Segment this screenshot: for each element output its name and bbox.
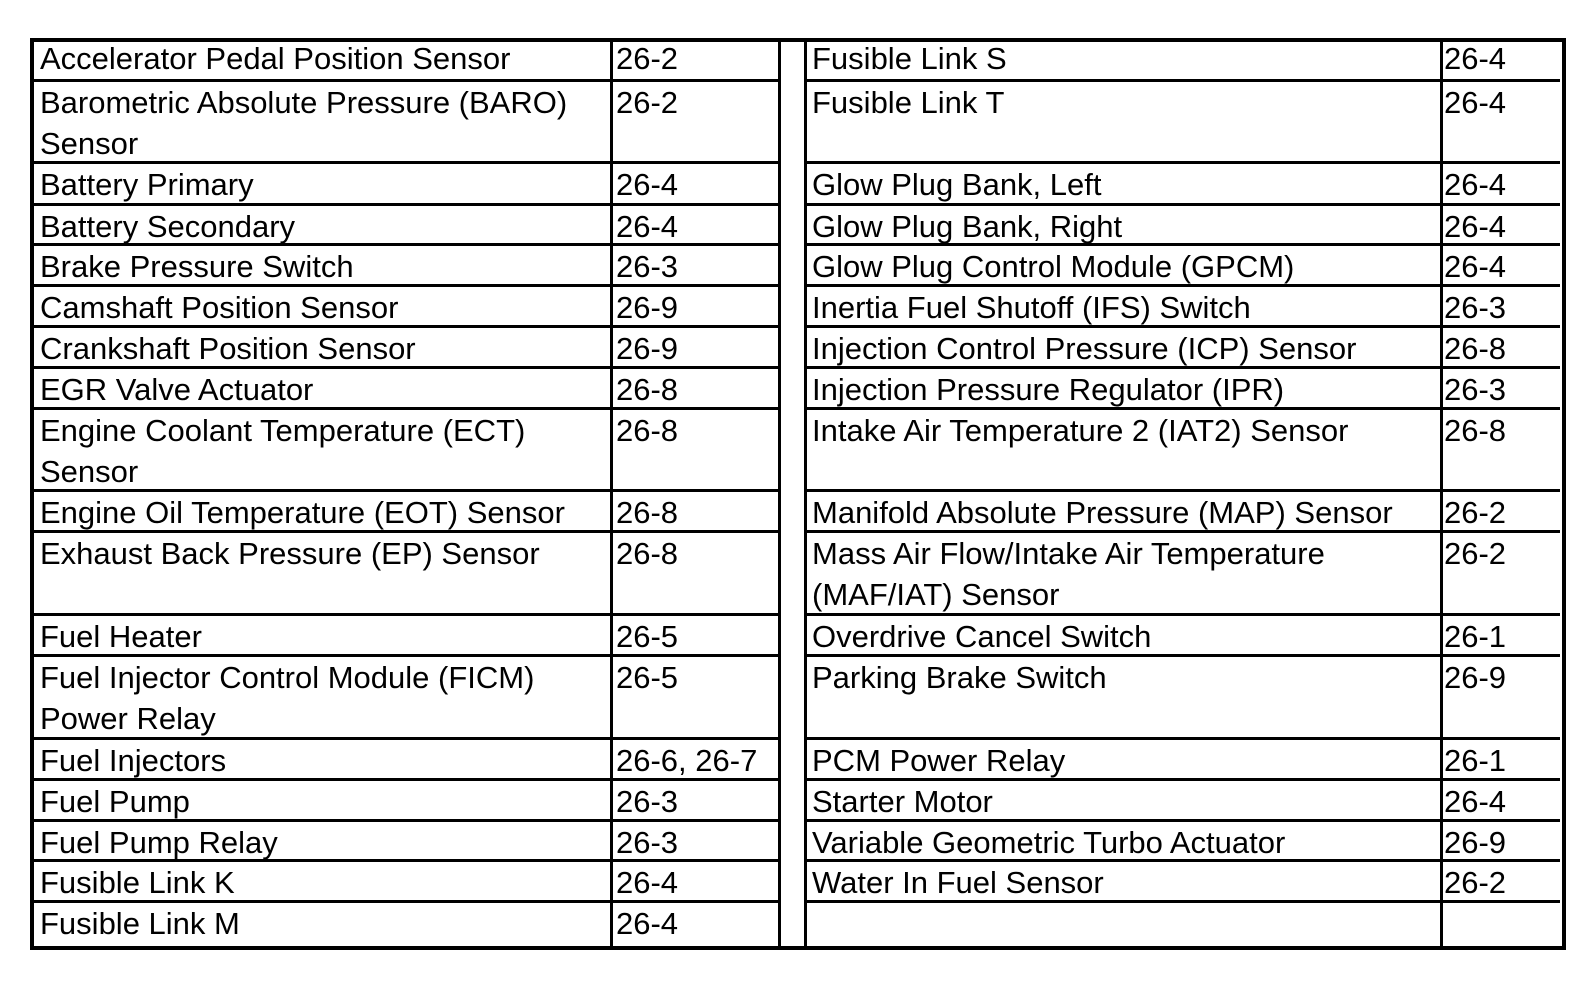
page-reference-cell: 26-6, 26-7 bbox=[616, 743, 758, 778]
table-row bbox=[806, 82, 1560, 164]
table-row bbox=[34, 410, 780, 492]
table-row bbox=[806, 903, 1560, 950]
table-row bbox=[34, 740, 780, 781]
component-name-cell: Injection Pressure Regulator (IPR) bbox=[812, 372, 1285, 407]
page-reference-cell: 26-8 bbox=[1444, 413, 1507, 448]
page-reference-cell: 26-4 bbox=[1444, 167, 1507, 202]
page-reference-cell: 26-2 bbox=[616, 41, 679, 76]
component-name-cell: Crankshaft Position Sensor bbox=[40, 331, 416, 366]
page-reference-cell: 26-4 bbox=[616, 906, 679, 941]
component-name-cell: Exhaust Back Pressure (EP) Sensor bbox=[40, 536, 540, 571]
table-row bbox=[806, 616, 1560, 657]
table-row bbox=[34, 781, 780, 822]
table-row bbox=[34, 82, 780, 164]
center-divider-left bbox=[778, 38, 781, 950]
component-name-cell: Fuel Pump Relay bbox=[40, 825, 278, 860]
table-row bbox=[806, 369, 1560, 410]
page-reference-cell: 26-1 bbox=[1444, 743, 1507, 778]
table-row bbox=[806, 862, 1560, 903]
page-reference-cell: 26-8 bbox=[616, 413, 679, 448]
component-name-cell: Inertia Fuel Shutoff (IFS) Switch bbox=[812, 290, 1251, 325]
table-row bbox=[806, 781, 1560, 822]
page-reference-cell: 26-3 bbox=[616, 249, 679, 284]
page-reference-cell: 26-9 bbox=[1444, 660, 1507, 695]
component-name-cell: Accelerator Pedal Position Sensor bbox=[40, 41, 511, 76]
component-name-cell: PCM Power Relay bbox=[812, 743, 1066, 778]
page-reference-cell: 26-8 bbox=[616, 536, 679, 571]
table-row bbox=[34, 903, 780, 950]
table-row bbox=[34, 206, 780, 246]
page-reference-cell: 26-5 bbox=[616, 660, 679, 695]
component-name-cell: Glow Plug Control Module (GPCM) bbox=[812, 249, 1295, 284]
table-row bbox=[34, 246, 780, 287]
table-row bbox=[34, 533, 780, 616]
component-name-cell: Parking Brake Switch bbox=[812, 660, 1107, 695]
page-reference-cell: 26-8 bbox=[616, 372, 679, 407]
component-name-cell: Overdrive Cancel Switch bbox=[812, 619, 1152, 654]
page-reference-cell: 26-2 bbox=[1444, 536, 1507, 571]
component-name-cell: Fusible Link T bbox=[812, 85, 1005, 120]
table-row bbox=[34, 164, 780, 206]
component-name-cell: Camshaft Position Sensor bbox=[40, 290, 399, 325]
page-reference-cell: 26-4 bbox=[1444, 41, 1507, 76]
table-row bbox=[34, 657, 780, 740]
table-row bbox=[806, 657, 1560, 740]
table-row bbox=[806, 246, 1560, 287]
table-row bbox=[806, 740, 1560, 781]
component-name-cell: Fuel Injector Control Module (FICM) Power Relay bbox=[40, 660, 535, 736]
component-name-cell: Engine Oil Temperature (EOT) Sensor bbox=[40, 495, 565, 530]
page-reference-cell: 26-4 bbox=[616, 167, 679, 202]
table-row bbox=[34, 328, 780, 369]
table-row bbox=[806, 328, 1560, 369]
table-row bbox=[806, 492, 1560, 533]
component-name-cell: Battery Primary bbox=[40, 167, 254, 202]
page-reference-cell: 26-2 bbox=[616, 85, 679, 120]
page-reference-cell: 26-8 bbox=[1444, 331, 1507, 366]
page-reference-cell: 26-4 bbox=[1444, 784, 1507, 819]
page-reference-cell: 26-2 bbox=[1444, 495, 1507, 530]
page-reference-cell: 26-5 bbox=[616, 619, 679, 654]
component-name-cell: Water In Fuel Sensor bbox=[812, 865, 1104, 900]
table-row bbox=[806, 533, 1560, 616]
table-row bbox=[34, 862, 780, 903]
component-name-cell: Battery Secondary bbox=[40, 209, 296, 244]
table-row bbox=[806, 206, 1560, 246]
component-name-cell: Manifold Absolute Pressure (MAP) Sensor bbox=[812, 495, 1393, 530]
page-reference-cell: 26-3 bbox=[1444, 290, 1507, 325]
table-row bbox=[806, 38, 1560, 82]
page-reference-cell: 26-4 bbox=[1444, 249, 1507, 284]
component-name-cell: Fusible Link K bbox=[40, 865, 235, 900]
right-ref-divider bbox=[1440, 38, 1443, 950]
table-row bbox=[34, 369, 780, 410]
page-reference-cell: 26-4 bbox=[1444, 85, 1507, 120]
table-row bbox=[806, 164, 1560, 206]
component-name-cell: Brake Pressure Switch bbox=[40, 249, 354, 284]
component-name-cell: Glow Plug Bank, Right bbox=[812, 209, 1123, 244]
center-divider-right bbox=[804, 38, 807, 950]
table-row bbox=[34, 287, 780, 328]
page-reference-cell: 26-4 bbox=[616, 865, 679, 900]
component-name-cell: Mass Air Flow/Intake Air Temperature (MAF/IAT) Sensor bbox=[812, 536, 1325, 612]
component-name-cell: Engine Coolant Temperature (ECT) Sensor bbox=[40, 413, 526, 489]
page-reference-cell: 26-3 bbox=[616, 825, 679, 860]
component-name-cell: Barometric Absolute Pressure (BARO) Sensor bbox=[40, 85, 568, 161]
page-reference-cell: 26-3 bbox=[616, 784, 679, 819]
component-name-cell: Starter Motor bbox=[812, 784, 993, 819]
component-name-cell: Fusible Link M bbox=[40, 906, 240, 941]
component-name-cell: Fusible Link S bbox=[812, 41, 1007, 76]
table-row bbox=[34, 616, 780, 657]
component-name-cell: Intake Air Temperature 2 (IAT2) Sensor bbox=[812, 413, 1349, 448]
component-name-cell: Fuel Pump bbox=[40, 784, 190, 819]
component-name-cell: Fuel Heater bbox=[40, 619, 202, 654]
table-row bbox=[806, 410, 1560, 492]
component-name-cell: Fuel Injectors bbox=[40, 743, 227, 778]
page-reference-cell: 26-9 bbox=[616, 331, 679, 366]
component-name-cell: Glow Plug Bank, Left bbox=[812, 167, 1102, 202]
page-reference-cell: 26-9 bbox=[616, 290, 679, 325]
table-row bbox=[806, 287, 1560, 328]
table-row bbox=[34, 38, 780, 82]
component-name-cell: EGR Valve Actuator bbox=[40, 372, 314, 407]
page-reference-cell: 26-3 bbox=[1444, 372, 1507, 407]
page-reference-cell: 26-8 bbox=[616, 495, 679, 530]
page-reference-cell: 26-9 bbox=[1444, 825, 1507, 860]
page-reference-cell: 26-4 bbox=[1444, 209, 1507, 244]
page-reference-cell: 26-1 bbox=[1444, 619, 1507, 654]
table-row bbox=[806, 822, 1560, 862]
page-reference-cell: 26-2 bbox=[1444, 865, 1507, 900]
left-ref-divider bbox=[610, 38, 613, 950]
table-row bbox=[34, 822, 780, 862]
component-name-cell: Injection Control Pressure (ICP) Sensor bbox=[812, 331, 1357, 366]
page-reference-cell: 26-4 bbox=[616, 209, 679, 244]
table-row bbox=[34, 492, 780, 533]
component-name-cell: Variable Geometric Turbo Actuator bbox=[812, 825, 1286, 860]
